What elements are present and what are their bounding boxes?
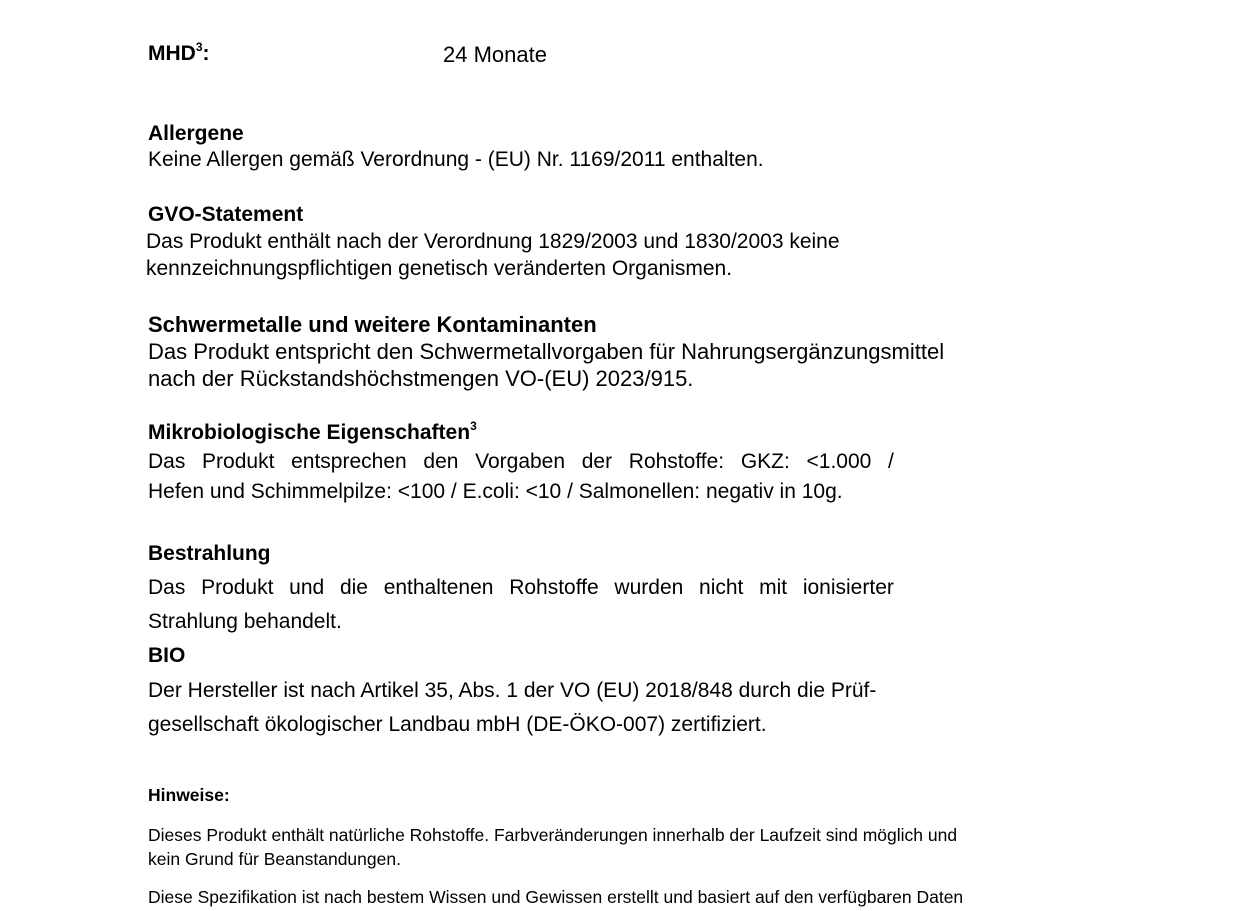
allergene-heading: Allergene: [148, 122, 244, 145]
word: mit: [759, 576, 788, 599]
bestrahlung-line-1: [148, 576, 894, 600]
word: /: [888, 450, 894, 473]
gvo-line-2: kennzeichnungspflichtigen genetisch veränderten Organismen.: [146, 257, 733, 280]
bestrahlung-line-2: Strahlung behandelt.: [148, 610, 342, 633]
word: enthaltenen: [383, 576, 494, 599]
gvo-heading: GVO-Statement: [148, 203, 304, 226]
schwermetalle-heading: Schwermetalle und weitere Kontaminanten: [148, 312, 597, 337]
word: wurden: [614, 576, 684, 599]
word: Rohstoffe: [509, 576, 599, 599]
word: Das: [148, 450, 186, 473]
bio-heading: BIO: [148, 644, 186, 667]
hinweise-heading: Hinweise:: [148, 785, 230, 805]
schwermetalle-line-1: Das Produkt entspricht den Schwermetallvorgaben für Nahrungsergänzungsmittel: [148, 339, 945, 364]
hinweise-p1-line-1: Dieses Produkt enthält natürliche Rohstoffe. Farbveränderungen innerhalb der Laufzeit sind möglich und: [148, 825, 958, 845]
mikro-line-2: Hefen und Schimmelpilze: <100 / E.coli: <10 / Salmonellen: negativ in 10g.: [148, 480, 843, 503]
hinweise-p2-line-1: Diese Spezifikation ist nach bestem Wissen und Gewissen erstellt und basiert auf den verfügbaren Daten: [148, 887, 964, 907]
bestrahlung-heading: Bestrahlung: [148, 542, 271, 565]
mikro-heading: Mikrobiologische Eigenschaften$^3$: [148, 419, 477, 444]
word: Produkt: [201, 576, 274, 599]
word: Das: [148, 576, 186, 599]
word: GKZ:: [740, 450, 790, 473]
word: Rohstoffe:: [628, 450, 725, 473]
word: Vorgaben: [475, 450, 566, 473]
hinweise-p1-line-2: kein Grund für Beanstandungen.: [148, 849, 401, 869]
mikro-line-1: [148, 450, 894, 474]
word: den: [423, 450, 459, 473]
word: <1.000: [806, 450, 872, 473]
allergene-text: Keine Allergen gemäß Verordnung - (EU) Nr. 1169/2011 enthalten.: [148, 148, 764, 171]
mhd-value: 24 Monate: [443, 42, 547, 67]
mhd-label: MHD$^3$:: [148, 40, 210, 65]
gvo-line-1: Das Produkt enthält nach der Verordnung 1829/2003 und 1830/2003 keine: [146, 230, 840, 253]
word: entsprechen: [291, 450, 407, 473]
bio-line-2: gesellschaft ökologischer Landbau mbH (DE-ÖKO-007) zertifiziert.: [148, 713, 767, 736]
word: die: [339, 576, 368, 599]
word: nicht: [699, 576, 744, 599]
word: Produkt: [202, 450, 275, 473]
word: der: [581, 450, 613, 473]
word: und: [289, 576, 325, 599]
word: ionisierter: [802, 576, 894, 599]
bio-line-1: Der Hersteller ist nach Artikel 35, Abs. 1 der VO (EU) 2018/848 durch die Prüf-: [148, 679, 877, 702]
schwermetalle-line-2: nach der Rückstandshöchstmengen VO-(EU) 2023/915.: [148, 366, 694, 391]
